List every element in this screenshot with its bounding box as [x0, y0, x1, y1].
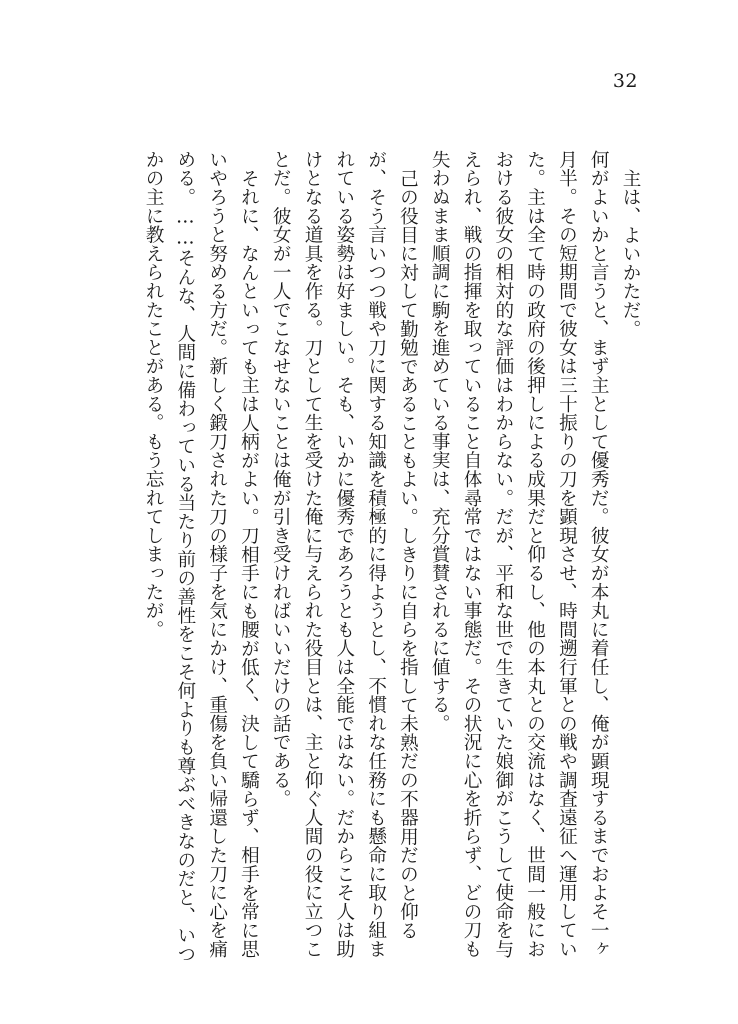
vertical-text-body	[143, 150, 646, 970]
paragraph-master-excellence: 何がよいかと言うと、まず主として優秀だ。彼女が本丸に着任し、俺が顕現するまでおよそ一ヶ月半。その短期間で彼女は三十振りの刀を顕現させ、時間遡行軍との戦や調査遠征へ運用していた。主は全て時の政府の後押しによる成果だと仰るし、他の本丸との交流はなく、世間一般におおける彼女の相対的な評価はわからない。だが、平和な世で生きていた娘御がこうして使命を与えられ、戦の指揮を取っていること自体尋常ではない事態だ。その状況に心を折らず、どの刀も失わぬまま順調に駒を進めている事実は、充分賞賛されるに値する。	[429, 150, 610, 959]
paragraph-master-diligence: 己の役目に対して勤勉であることもよい。しきりに自らを指して未熟だの不器用だのと仰るが、そう言いつつ戦や刀に関する知識を積極的に得ようとし、不慣れな任務にも懸命に取り組まれている姿勢は好ましい。そも、いかに優秀であろうとも人は全能ではない。だからこそ人は助けとなる道具を作る。刀として生を受けた俺に与えられた役目とは、主と仰ぐ人間の役に立つことだ。彼女が一人でこなせないことは俺が引き受ければいいだけの話である。	[270, 150, 419, 959]
paragraph-master-character: それに、なんといっても主は人柄がよい。刀相手にも腰が低く、決して驕らず、相手を常に思いやろうと努める方だ。新しく鍛刀された刀の様子を気にかけ、重傷を負い帰還した刀に心を痛める。……そんな、人間に備わっている当たり前の善性をこそ何よりも尊ぶべきなのだと、いつかの主に教えられたことがある。もう忘れてしまったが。	[143, 150, 260, 964]
paragraph-opening-line: 主は、よいかただ。	[620, 168, 641, 338]
page-number: 32	[612, 70, 638, 92]
